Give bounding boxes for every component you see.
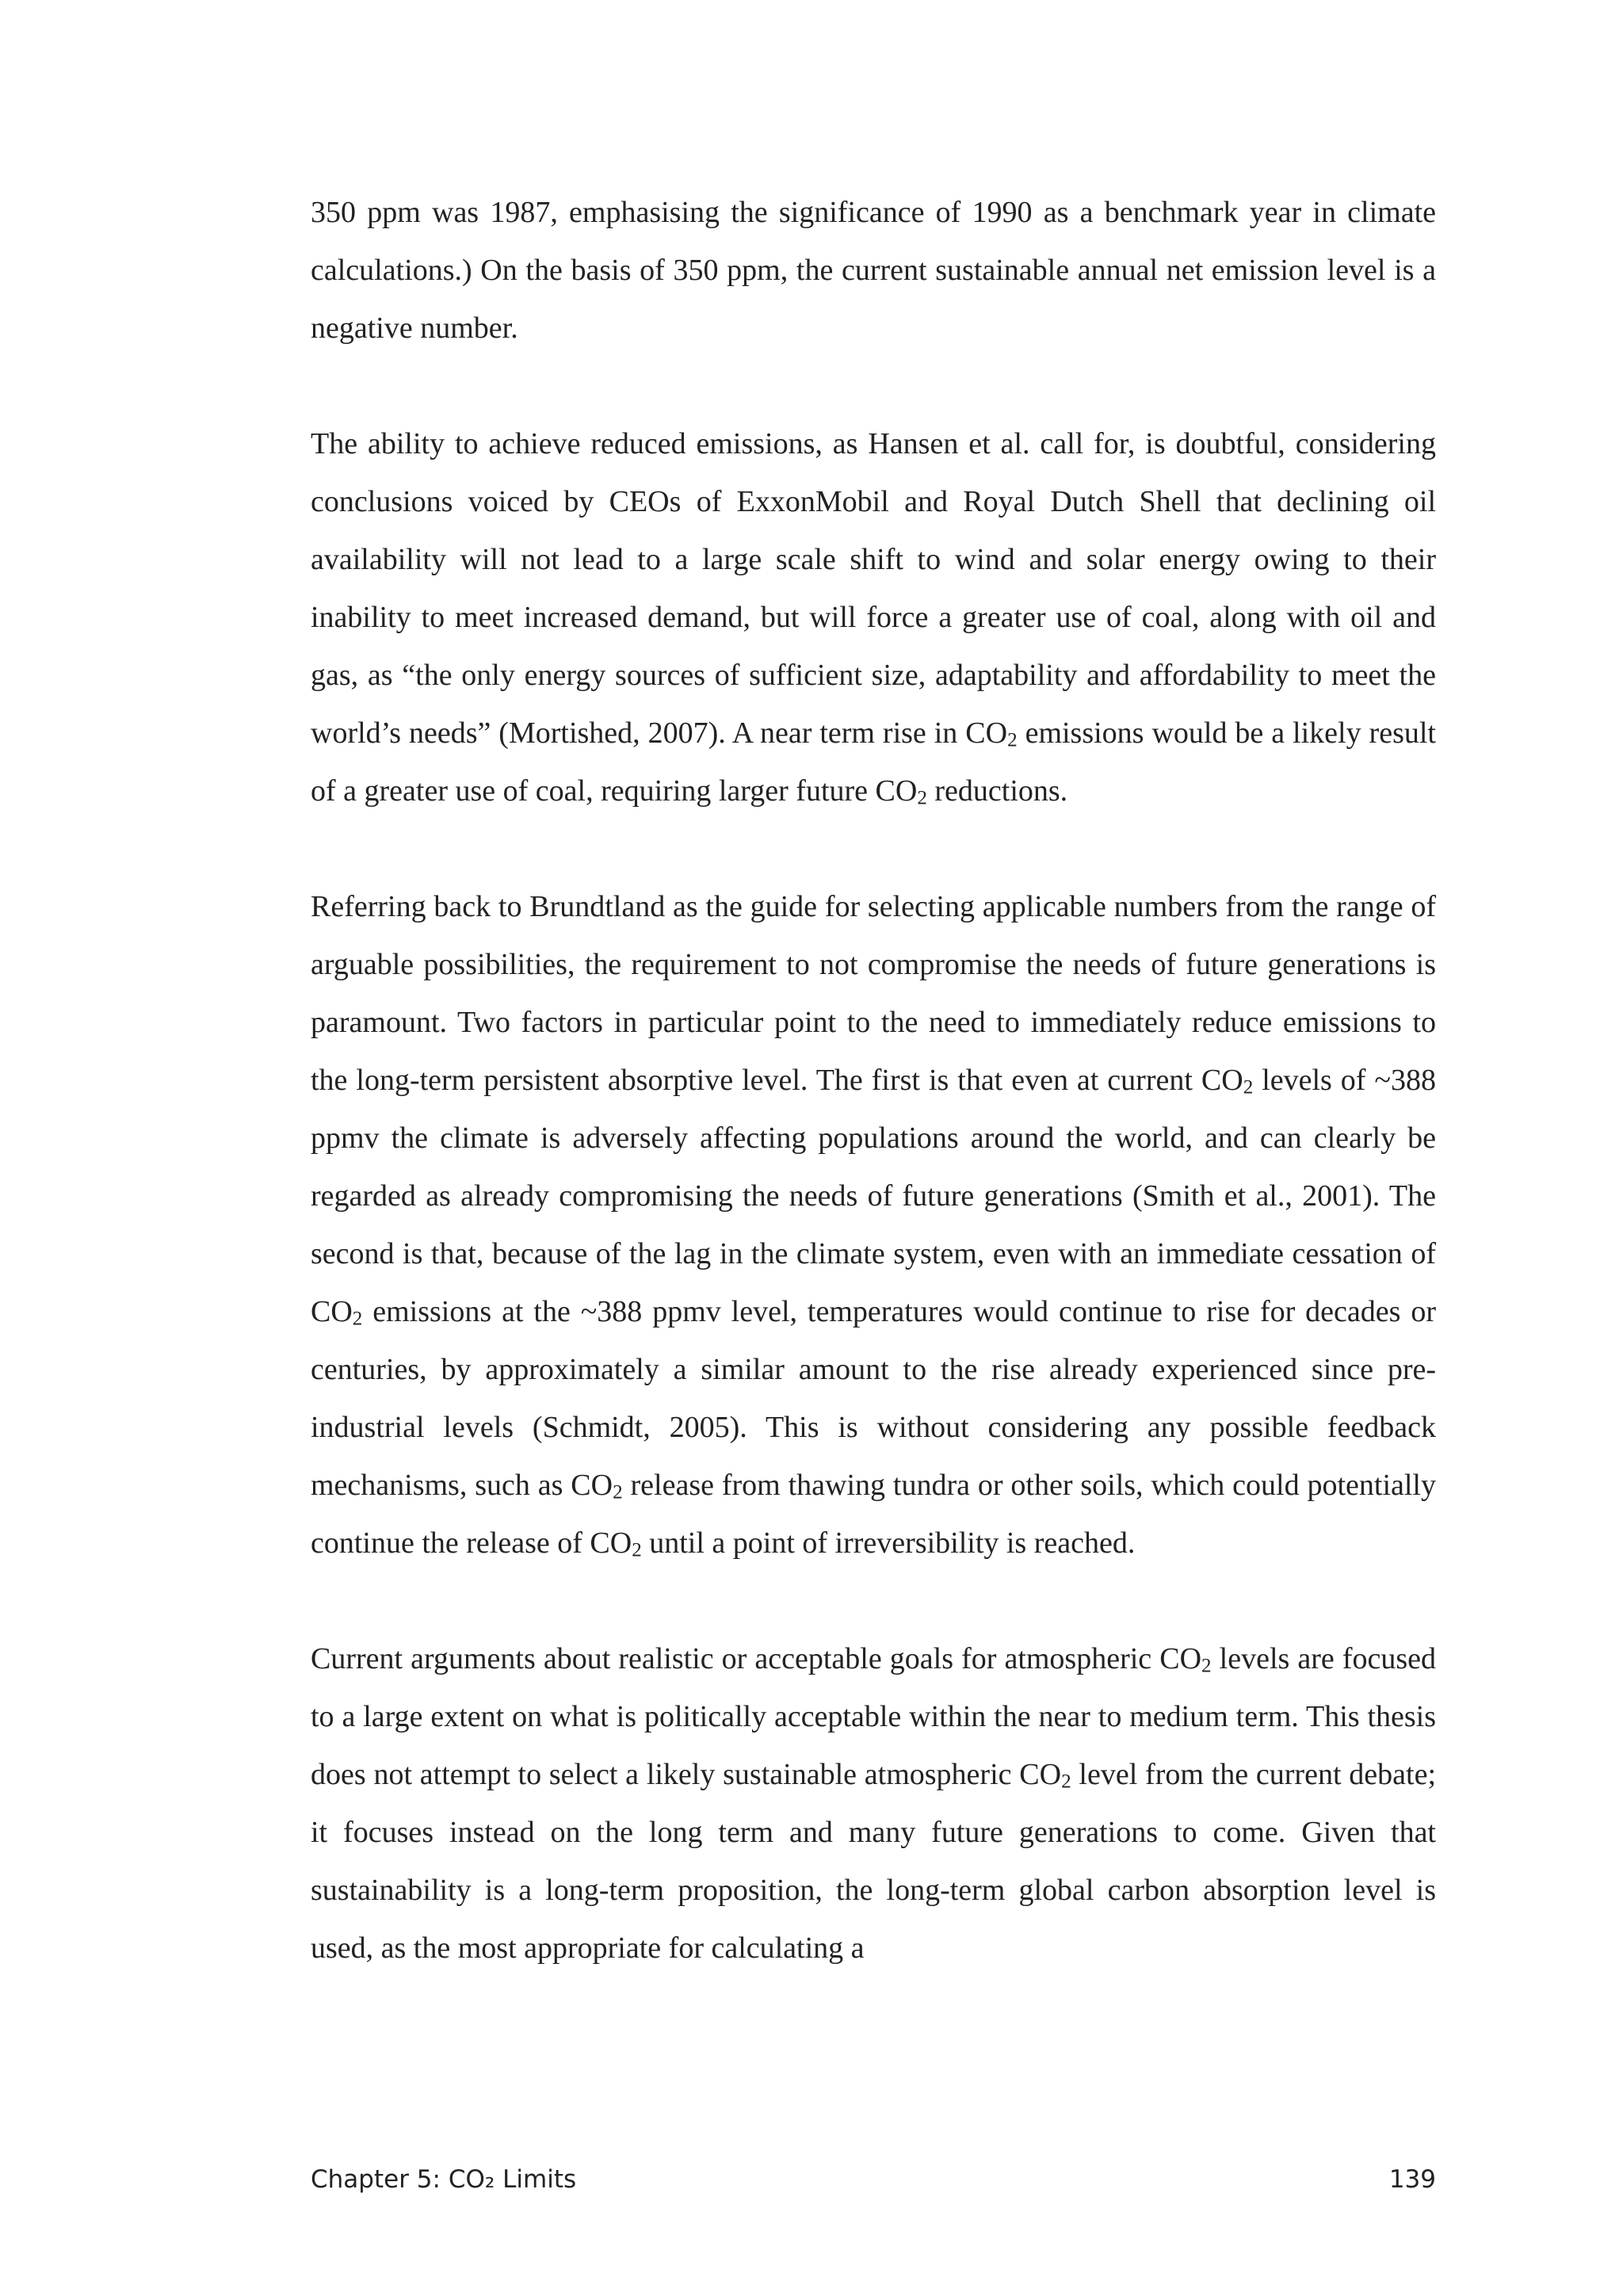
chemical-formula: $CO_2$ bbox=[311, 1295, 363, 1330]
chemical-formula: $CO_2$ bbox=[571, 1469, 623, 1503]
chemical-formula: $CO_2$ bbox=[965, 716, 1018, 751]
paragraph-2-text-part-3: reductions. bbox=[926, 774, 1068, 808]
paragraph-2-text-part-2: emissions would be a likely result of a greater use of coal, requiring larger future bbox=[311, 716, 1436, 808]
body-text bbox=[311, 184, 1436, 1977]
page-number: 139 bbox=[1388, 2165, 1436, 2194]
chemical-formula: $CO_2$ bbox=[1201, 1064, 1254, 1098]
chemical-formula: $CO_2$ bbox=[1159, 1642, 1212, 1677]
chemical-formula: $CO_2$ bbox=[590, 1526, 642, 1561]
paragraph-4 bbox=[311, 1630, 1436, 1977]
paragraph-2 bbox=[311, 415, 1436, 820]
paragraph-4-text-part-1: Current arguments about realistic or acceptable goals for atmospheric bbox=[311, 1642, 1160, 1675]
paragraph-3 bbox=[311, 878, 1436, 1572]
paragraph-4-text-part-2: levels are focused to a large extent on what is politically acceptable within the near to medium term. This thesis does not attempt to select a likely sustainable atmospheric bbox=[311, 1642, 1436, 1791]
chemical-formula: $CO_2$ bbox=[875, 774, 927, 809]
paragraph-1-text: 350 ppm was 1987, emphasising the significance of 1990 as a benchmark year in climate calculations.) On the basis of 350 ppm, the current sustainable annual net emission level is a negative number. bbox=[311, 196, 1436, 345]
paragraph-3-text-part-4: release from thawing tundra or other soils, which could potentially continue the release of bbox=[311, 1469, 1436, 1560]
paragraph-1 bbox=[311, 184, 1436, 357]
paragraph-3-text-part-5: until a point of irreversibility is reached. bbox=[641, 1526, 1136, 1560]
paragraph-4-text-part-3: level from the current debate; it focuses instead on the long term and many future generations to come. Given that sustainability is a long-term proposition, the long-term global carbon absorption level is used, as the most appropriate for calculating a bbox=[311, 1758, 1437, 1965]
paragraph-3-text-part-2: levels of ~388 ppmv the climate is adversely affecting populations around the world, and can clearly be regarded as already compromising the needs of future generations (Smith et al., 2001). The second is that, because of the lag in the climate system, even with an immediate cessation of bbox=[311, 1064, 1436, 1270]
paragraph-2-text-part-1: The ability to achieve reduced emissions, as Hansen et al. call for, is doubtful, considering conclusions voiced by CEOs of ExxonMobil and Royal Dutch Shell that declining oil availability will not lead to a large scale shift to wind and solar energy owing to their inability to meet increased demand, but will force a greater use of coal, along with oil and gas, as “the only energy sources of sufficient size, adaptability and affordability to meet the world’s needs” (Mortished, 2007). A near term rise in bbox=[311, 427, 1436, 750]
paragraph-3-text-part-3: emissions at the ~388 ppmv level, temperatures would continue to rise for decades or centuries, by approximately a similar amount to the rise already experienced since pre-industrial levels (Schmidt, 2005). This is without considering any possible feedback mechanisms, such as bbox=[311, 1295, 1436, 1502]
chapter-title: Chapter 5: CO₂ Limits bbox=[311, 2165, 577, 2194]
chemical-formula: $CO_2$ bbox=[1019, 1758, 1071, 1793]
paragraph-3-text-part-1: Referring back to Brundtland as the guide for selecting applicable numbers from the range of arguable possibilities, the requirement to not compromise the needs of future generations is paramount. Two factors in particular point to the need to immediately reduce emissions to the long-term persistent absorptive level. The first is that even at current bbox=[311, 890, 1436, 1097]
